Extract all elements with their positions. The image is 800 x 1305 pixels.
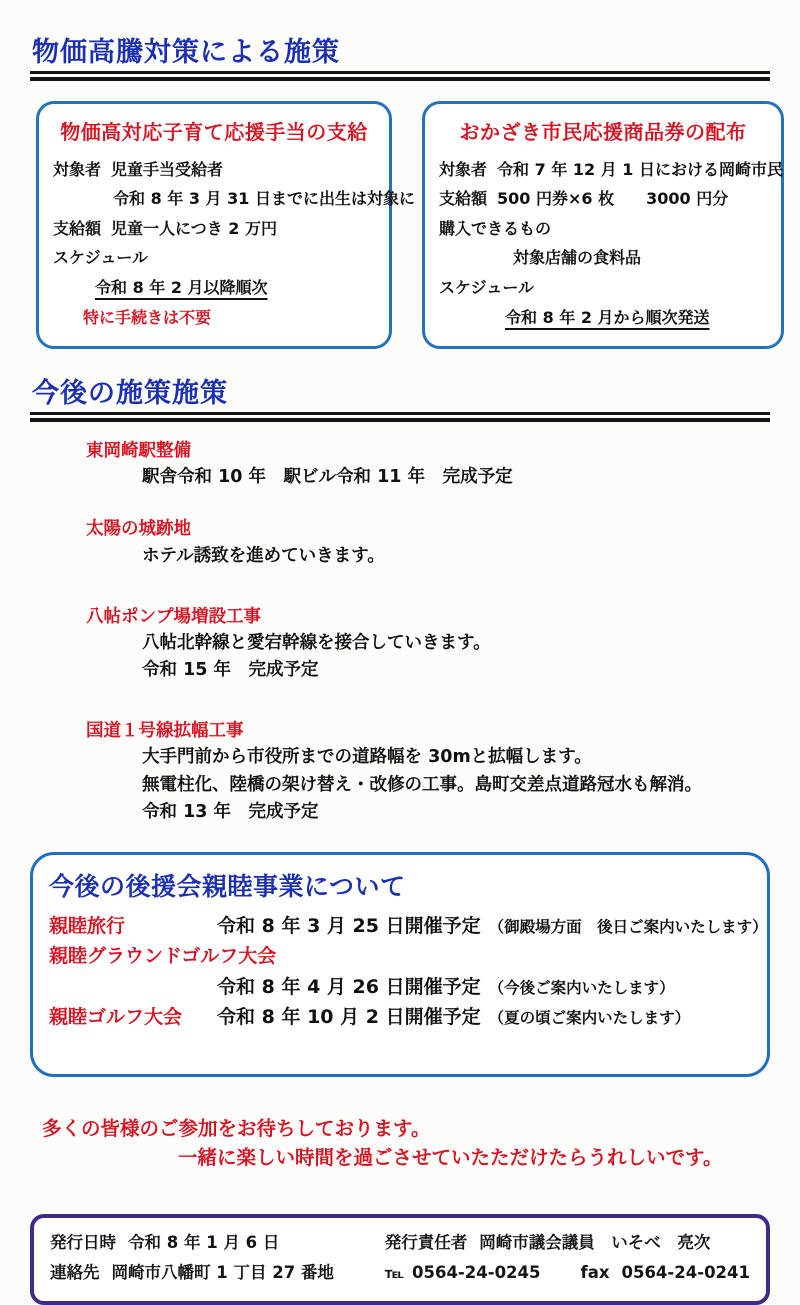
purchase-value-line: 対象店舗の食料品 [513, 248, 642, 268]
contact-value: 岡崎市八幡町 1 丁目 27 番地 [111, 1263, 334, 1283]
publisher-label: 発行責任者 [384, 1232, 468, 1252]
section-future-measures [30, 379, 770, 826]
issue-date-line [50, 1228, 385, 1259]
project-detail: 駅舎令和 10 年 駅ビル令和 11 年 完成予定 [142, 467, 513, 488]
event-date: 令和 8 年 4 月 26 日開催予定 [217, 975, 481, 998]
project-detail: ホテル誘致を進めていきます。 [142, 545, 385, 566]
child-allowance-title: 物価高対応子育て応援手当の支給 [60, 119, 368, 144]
voucher-amount-line [439, 184, 767, 214]
project-taiyo-castle-site [30, 516, 770, 569]
amount-value: 児童一人につき 2 万円 [111, 218, 277, 238]
voucher-title: おかざき市民応援商品券の配布 [459, 119, 747, 144]
event-date: 令和 8 年 3 月 25 日開催予定 [217, 914, 481, 937]
amount-label: 支給額 [53, 218, 102, 238]
target-value: 児童手当受給者 [111, 159, 224, 179]
issue-date-value: 令和 8 年 1 月 6 日 [128, 1232, 280, 1252]
target-line [53, 155, 375, 185]
purchase-label-line: 購入できるもの [439, 218, 552, 238]
project-detail: 令和 15 年 完成予定 [142, 660, 319, 681]
footer-info-box [30, 1214, 770, 1305]
project-title: 東岡崎駅整備 [86, 440, 191, 461]
event-row-ground-golf [49, 941, 751, 971]
voucher-amount-label: 支給額 [439, 189, 488, 209]
project-higashi-okazaki-station [30, 438, 770, 491]
fax-value: 0564-24-0241 [621, 1263, 750, 1283]
event-note: （御殿場方面 後日ご案内いたします） [488, 917, 768, 936]
section2-heading: 今後の施策施策 [32, 378, 228, 410]
event-label: 親睦ゴルフ大会 [49, 1005, 183, 1028]
closing-message-line1: 多くの皆様のご参加をお待ちしております。 [42, 1117, 431, 1141]
schedule-value-line [53, 273, 375, 303]
event-note: （夏の頃ご案内いたします） [488, 1008, 691, 1027]
event-label: 親睦グラウンドゴルフ大会 [49, 945, 277, 968]
event-date: 令和 8 年 10 月 2 日開催予定 [217, 1005, 481, 1028]
publisher-line [385, 1228, 750, 1259]
no-procedure-note: 特に手続きは不要 [83, 307, 212, 327]
child-allowance-box [36, 101, 415, 350]
event-note: （今後ご案内いたします） [488, 978, 675, 997]
project-hatcho-pump-station [30, 604, 770, 685]
target-note-line: 令和 8 年 3 月 31 日までに出生は対象に [113, 189, 415, 209]
event-row-trip [49, 911, 768, 941]
contact-label: 連絡先 [50, 1263, 100, 1283]
footer-right-column [385, 1228, 750, 1289]
project-detail: 令和 13 年 完成予定 [142, 801, 319, 822]
events-box-title: 今後の後援会親睦事業について [49, 871, 406, 901]
voucher-target-value: 令和 7 年 12 月 1 日における岡崎市民 [497, 159, 783, 179]
contact-address-line [50, 1258, 385, 1289]
tel-icon: ℡ [384, 1264, 404, 1283]
event-row-golf [49, 1002, 751, 1032]
project-detail: 無電柱化、陸橋の架け替え・改修の工事。島町交差点道路冠水も解消。 [142, 774, 702, 795]
publisher-value: 岡崎市議会議員 いそべ 亮次 [479, 1232, 711, 1252]
voucher-schedule-value: 令和 8 年 2 月から順次発送 [505, 307, 710, 327]
projects-list [30, 438, 770, 826]
voucher-amount-value: 500 円券×6 枚 3000 円分 [497, 189, 729, 209]
project-detail: 八帖北幹線と愛宕幹線を接合していきます。 [142, 632, 491, 653]
section-price-measures [30, 37, 783, 349]
closing-message-line2: 一緒に楽しい時間を過ごさせていたただけたらうれしいです。 [178, 1145, 723, 1169]
project-route1-widening [30, 718, 770, 826]
event-row-ground-golf-date [49, 972, 751, 1002]
voucher-schedule-value-line [439, 303, 767, 333]
event-label: 親睦旅行 [49, 914, 126, 937]
section1-heading: 物価高騰対策による施策 [32, 37, 340, 68]
section2-divider [30, 412, 770, 422]
voucher-target-line [439, 155, 783, 185]
amount-line [53, 214, 375, 244]
issue-date-label: 発行日時 [50, 1232, 116, 1252]
project-title: 八帖ポンプ場増設工事 [86, 606, 261, 627]
benefit-boxes-row [36, 101, 783, 350]
voucher-target-label: 対象者 [439, 159, 488, 179]
project-title: 国道１号線拡幅工事 [86, 721, 244, 742]
footer-left-column [50, 1228, 385, 1289]
tel-value: 0564-24-0245 [412, 1263, 541, 1283]
fax-label: fax [580, 1263, 610, 1283]
target-label: 対象者 [53, 159, 102, 179]
closing-message [30, 1115, 770, 1172]
schedule-label-line: スケジュール [53, 248, 149, 268]
section1-divider [30, 71, 770, 81]
voucher-box [422, 101, 784, 350]
project-title: 太陽の城跡地 [86, 519, 191, 540]
supporters-events-box [30, 852, 770, 1078]
tel-fax-line [385, 1258, 750, 1289]
project-detail: 大手門前から市役所までの道路幅を 30mと拡幅します。 [142, 747, 592, 768]
voucher-schedule-label-line: スケジュール [439, 278, 535, 298]
schedule-value: 令和 8 年 2 月以降順次 [95, 278, 268, 298]
